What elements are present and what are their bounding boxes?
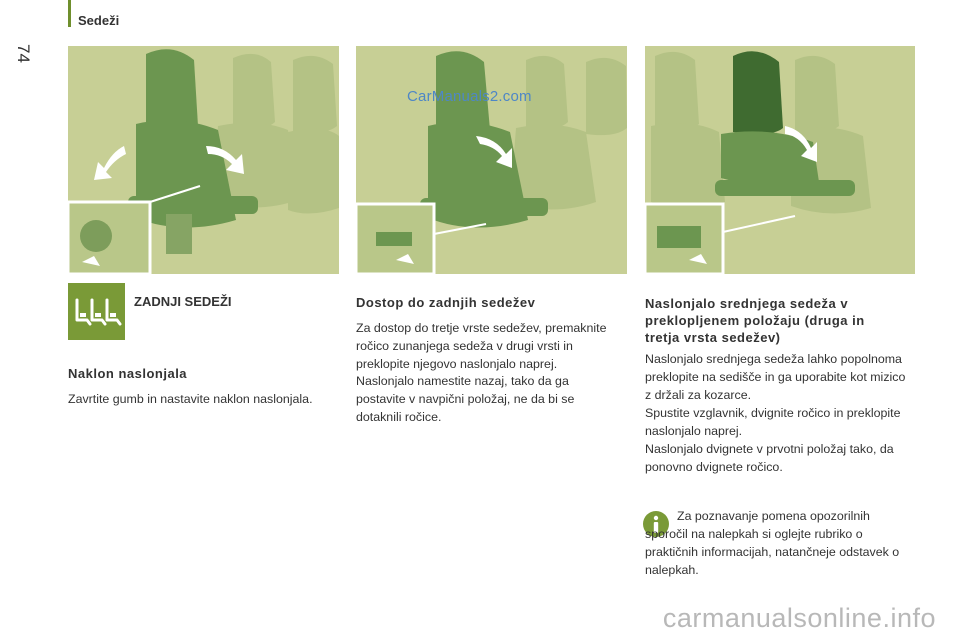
illustration-middle-seat-table xyxy=(645,46,915,274)
col1-heading: Naklon naslonjala xyxy=(68,366,188,381)
col2-heading: Dostop do zadnjih sedežev xyxy=(356,295,536,310)
col2-paragraph-2: Naslonjalo namestite nazaj, tako da ga postavite v navpični položaj, ne da bi se dotaknili ročice. xyxy=(356,374,575,424)
info-note-text: Za poznavanje pomena opozorilnih sporočil na nalepkah si oglejte rubriko o praktičnih informacijah, natančneje odstavek o nalepkah. xyxy=(645,509,900,577)
header-accent-bar xyxy=(68,0,71,27)
header-title: Sedeži xyxy=(78,13,120,28)
section-title: ZADNJI SEDEŽI xyxy=(134,294,232,309)
watermark-text: CarManuals2.com xyxy=(407,88,532,105)
col1-text: Zavrtite gumb in nastavite naklon naslonjala. xyxy=(68,392,313,406)
col3-paragraph-2: Spustite vzglavnik, dvignite ročico in preklopite naslonjalo naprej. xyxy=(645,406,901,438)
illustration-rear-seat-access xyxy=(356,46,627,274)
footer-watermark: carmanualsonline.info xyxy=(662,603,936,633)
col3-heading: Naslonjalo srednjega sedeža v preklopljenem položaju (druga in tretja vrsta sedežev) xyxy=(645,296,865,345)
rear-seats-icon xyxy=(68,283,125,340)
col3-paragraph-1: Naslonjalo srednjega sedeža lahko popolnoma preklopite na sedišče in ga uporabite kot mizico z držali za kozarce. xyxy=(645,352,906,402)
illustration-backrest-recline xyxy=(68,46,339,274)
page-number: 74 xyxy=(14,44,33,63)
col3-paragraph-3: Naslonjalo dvignete v prvotni položaj tako, da ponovno dvignete ročico. xyxy=(645,442,894,474)
col2-paragraph-1: Za dostop do tretje vrste sedežev, premaknite ročico zunanjega sedeža v drugi vrsti in preklopite njegovo naslonjalo naprej. xyxy=(356,321,607,371)
